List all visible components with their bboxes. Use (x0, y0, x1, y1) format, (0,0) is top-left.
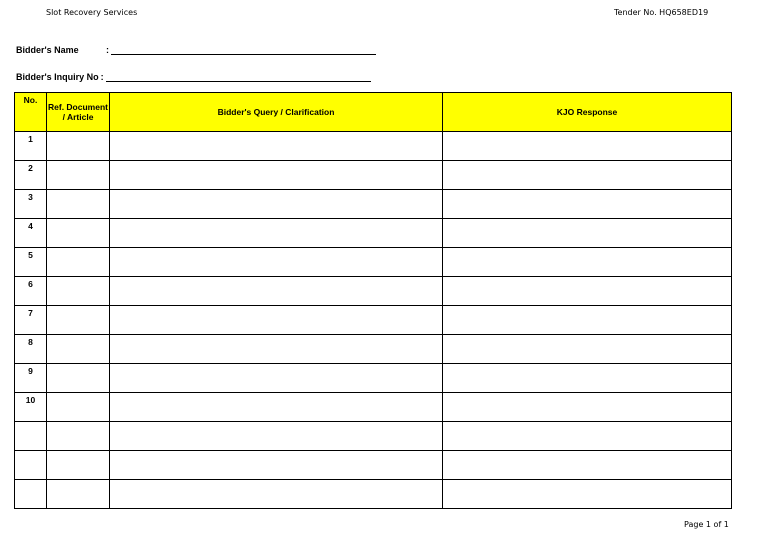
ref-document-cell[interactable] (47, 364, 110, 393)
bidder-name-row (16, 45, 376, 55)
bidder-query-cell[interactable] (110, 161, 443, 190)
bidder-query-cell[interactable] (110, 422, 443, 451)
row-number: 7 (15, 306, 47, 335)
table-row (15, 335, 732, 364)
bidder-query-cell[interactable] (110, 219, 443, 248)
bidder-name-colon: : (106, 45, 109, 55)
bidder-query-cell[interactable] (110, 277, 443, 306)
table-row (15, 248, 732, 277)
kjo-response-cell[interactable] (443, 480, 732, 509)
table-row (15, 132, 732, 161)
ref-document-cell[interactable] (47, 190, 110, 219)
row-number: 4 (15, 219, 47, 248)
column-header-no: No. (15, 93, 47, 132)
table-row (15, 480, 732, 509)
row-number: 3 (15, 190, 47, 219)
kjo-response-cell[interactable] (443, 190, 732, 219)
kjo-response-cell[interactable] (443, 364, 732, 393)
table-row (15, 190, 732, 219)
kjo-response-cell[interactable] (443, 393, 732, 422)
table-row (15, 277, 732, 306)
row-number (15, 480, 47, 509)
company-name: Slot Recovery Services (46, 8, 138, 17)
bidder-inquiry-field[interactable] (106, 72, 371, 82)
kjo-response-cell[interactable] (443, 335, 732, 364)
table-row (15, 451, 732, 480)
ref-document-cell[interactable] (47, 451, 110, 480)
bidder-query-cell[interactable] (110, 306, 443, 335)
ref-document-cell[interactable] (47, 480, 110, 509)
table-row (15, 161, 732, 190)
row-number (15, 451, 47, 480)
bidder-query-cell[interactable] (110, 190, 443, 219)
row-number (15, 422, 47, 451)
ref-document-cell[interactable] (47, 248, 110, 277)
bidder-query-cell[interactable] (110, 451, 443, 480)
ref-document-cell[interactable] (47, 306, 110, 335)
kjo-response-cell[interactable] (443, 132, 732, 161)
kjo-response-cell[interactable] (443, 277, 732, 306)
ref-document-cell[interactable] (47, 161, 110, 190)
bidder-query-cell[interactable] (110, 480, 443, 509)
ref-document-cell[interactable] (47, 277, 110, 306)
row-number: 5 (15, 248, 47, 277)
bidder-name-field[interactable] (111, 45, 376, 55)
row-number: 9 (15, 364, 47, 393)
bidder-query-cell[interactable] (110, 248, 443, 277)
table-row (15, 393, 732, 422)
ref-document-cell[interactable] (47, 132, 110, 161)
ref-document-cell[interactable] (47, 393, 110, 422)
bidder-query-cell[interactable] (110, 364, 443, 393)
table-row (15, 306, 732, 335)
bidder-query-cell[interactable] (110, 393, 443, 422)
bidder-name-label: Bidder's Name (16, 45, 79, 55)
row-number: 8 (15, 335, 47, 364)
table-row (15, 219, 732, 248)
kjo-response-cell[interactable] (443, 161, 732, 190)
bidder-inquiry-colon: : (100, 72, 104, 82)
kjo-response-cell[interactable] (443, 422, 732, 451)
row-number: 2 (15, 161, 47, 190)
row-number: 10 (15, 393, 47, 422)
ref-document-cell[interactable] (47, 219, 110, 248)
bidder-query-cell[interactable] (110, 132, 443, 161)
query-table (14, 92, 732, 509)
ref-document-cell[interactable] (47, 422, 110, 451)
bidder-query-cell[interactable] (110, 335, 443, 364)
table-row (15, 422, 732, 451)
row-number: 6 (15, 277, 47, 306)
column-header-bidder-query: Bidder's Query / Clarification (110, 93, 443, 132)
kjo-response-cell[interactable] (443, 306, 732, 335)
bidder-inquiry-label: Bidder's Inquiry No (16, 72, 99, 82)
bidder-inquiry-row (16, 72, 371, 82)
kjo-response-cell[interactable] (443, 219, 732, 248)
column-header-kjo-response: KJO Response (443, 93, 732, 132)
tender-number: Tender No. HQ658ED19 (614, 8, 709, 17)
column-header-ref-document: Ref. Document / Article (47, 93, 110, 132)
table-header-row (15, 93, 732, 132)
kjo-response-cell[interactable] (443, 451, 732, 480)
table-row (15, 364, 732, 393)
page-number: Page 1 of 1 (684, 520, 729, 529)
row-number: 1 (15, 132, 47, 161)
kjo-response-cell[interactable] (443, 248, 732, 277)
ref-document-cell[interactable] (47, 335, 110, 364)
